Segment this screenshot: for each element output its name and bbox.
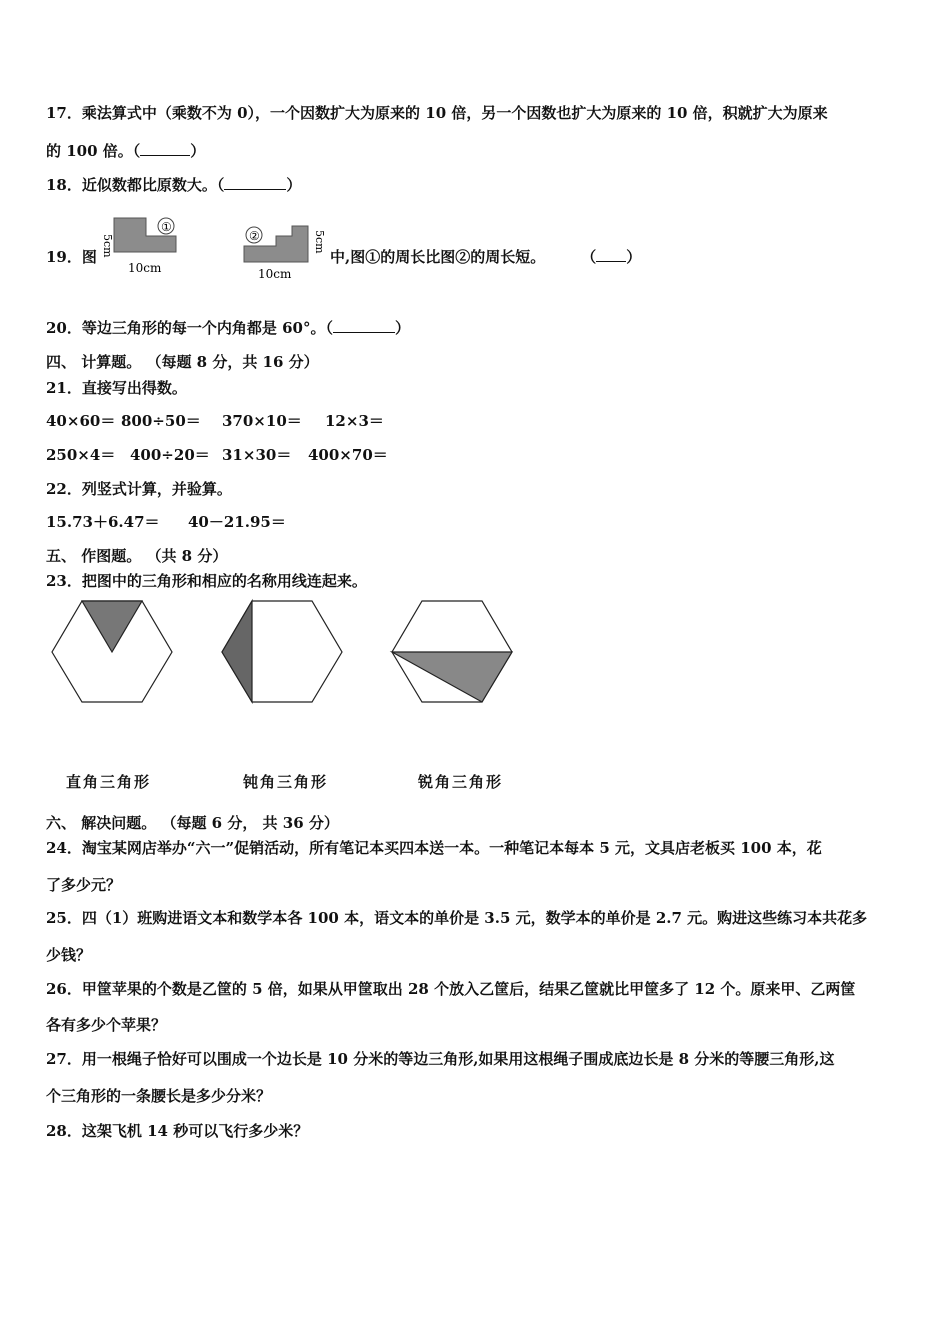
q26-line1: 26．甲筐苹果的个数是乙筐的 5 倍，如果从甲筐取出 28 个放入乙筐后，结果乙筐就比甲筐多了 12 个。原来甲、乙两筐 [46,980,856,998]
q19-figure-1 [100,212,220,280]
q24-line2: 了多少元？ [46,876,122,894]
q25-line1: 25．四（1）班购进语文本和数学本各 100 本，语文本的单价是 3.5 元，数学本的单价是 2.7 元。购进这些练习本共花多 [46,909,868,927]
q17-line1: 17．乘法算式中（乘数不为 0），一个因数扩大为原来的 10 倍，另一个因数也扩大为原来的 10 倍，积就扩大为原来 [46,104,828,122]
q20-text: 20．等边三角形的每一个内角都是 60°。（ [46,319,333,337]
q22-item-1: 15.73＋6.47＝ [46,513,160,531]
q23-name-right[interactable]: 直角三角形 [66,773,152,791]
q17-answer-blank[interactable] [140,155,190,156]
q21-r1-c4: 12×3＝ [325,412,384,430]
q23-text: 23．把图中的三角形和相应的名称用线连起来。 [46,572,367,590]
fig1-bottom-label: 10cm [128,261,162,275]
q18-text: 18．近似数都比原数大。（ [46,176,225,194]
fig1-circle-label: ① [161,220,172,234]
fig1-side-label: 5cm [101,234,114,258]
q26-line2: 各有多少个苹果？ [46,1016,167,1034]
q24-line1: 24．淘宝某网店举办“六一”促销活动，所有笔记本买四本送一本。一种笔记本每本 5 元，文具店老板买 100 本，花 [46,839,822,857]
fig2-bottom-label: 10cm [258,267,292,281]
q22-text: 22．列竖式计算，并验算。 [46,480,232,498]
q25-line2: 少钱？ [46,946,92,964]
q19-close: ） [626,248,642,266]
q19-open: （ [581,248,597,266]
fig2-circle-label: ② [249,229,260,243]
shaded-triangle-2 [222,601,252,702]
q18-close: ） [286,176,302,194]
section-5-title: 五、 作图题。 （共 8 分） [46,547,228,565]
q21-r1-c3: 370×10＝ [222,412,302,430]
q27-line2: 个三角形的一条腰长是多少分米？ [46,1087,272,1105]
q17-line2 [46,140,205,161]
section-6-title: 六、 解决问题。 （每题 6 分， 共 36 分） [46,814,339,832]
fig2-side-label: 5cm [313,230,326,254]
q23-name-acute[interactable]: 锐角三角形 [418,773,504,791]
q28-text: 28．这架飞机 14 秒可以飞行多少米？ [46,1122,309,1140]
q21-r1-c1: 40×60＝ [46,412,116,430]
q21-text: 21．直接写出得数。 [46,379,187,397]
q27-line1: 27．用一根绳子恰好可以围成一个边长是 10 分米的等边三角形,如果用这根绳子围成底边长是 8 分米的等腰三角形,这 [46,1050,835,1068]
q18-line [46,174,301,195]
q20-close: ） [394,319,410,337]
q17-close: ） [190,142,206,160]
q22-item-2: 40－21.95＝ [188,513,286,531]
q21-r2-c1: 250×4＝ [46,446,116,464]
q21-r1-c2: 800÷50＝ [121,412,201,430]
q20-line [46,317,410,338]
q23-hexagon-right-triangle [48,598,176,706]
q19-figure-2 [236,212,336,284]
q23-hexagon-acute-triangle [388,598,516,706]
q20-answer-blank[interactable] [333,332,395,333]
q19-statement [330,246,641,267]
q19-prefix: 19．图 [46,248,97,266]
q21-r2-c2: 400÷20＝ [130,446,210,464]
q19-answer-blank[interactable] [596,261,626,262]
q17-line2-text: 的 100 倍。（ [46,142,141,160]
q23-hexagon-obtuse-triangle [218,598,346,706]
section-4-title: 四、 计算题。 （每题 8 分，共 16 分） [46,353,319,371]
q19-mid: 中,图①的周长比图②的周长短。 [330,248,546,266]
q23-name-obtuse[interactable]: 钝角三角形 [243,773,329,791]
q21-r2-c4: 400×70＝ [308,446,388,464]
q21-r2-c3: 31×30＝ [222,446,292,464]
q18-answer-blank[interactable] [224,189,286,190]
